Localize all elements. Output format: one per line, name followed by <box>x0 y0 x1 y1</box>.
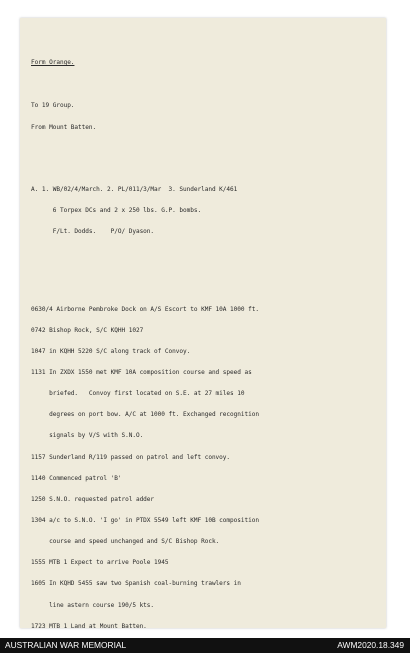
section1-a-line: F/Lt. Dodds. P/O/ Dyason. <box>31 228 155 236</box>
archive-name: AUSTRALIAN WAR MEMORIAL <box>5 640 127 650</box>
document-page <box>20 18 386 628</box>
log-line: 1555 MTB 1 Expect to arrive Poole 1945 <box>31 559 169 567</box>
section1-log-block <box>31 292 379 628</box>
log-line: signals by V/S with S.N.O. <box>31 432 144 440</box>
log-line: briefed. Convoy first located on S.E. at 27 miles 10 <box>31 390 245 398</box>
section1-a-block <box>31 172 379 250</box>
log-line: 0742 Bishop Rock, S/C KQHH 1027 <box>31 326 144 334</box>
log-line: 1047 in KQHH 5220 S/C along track of Convoy. <box>31 347 191 355</box>
log-line: line astern course 190/5 kts. <box>31 601 155 609</box>
log-line: 1157 Sunderland R/119 passed on patrol and left convoy. <box>31 453 231 461</box>
log-line: 1723 MTB 1 Land at Mount Batten. <box>31 622 147 628</box>
typed-report <box>31 38 379 628</box>
log-line: 0630/4 Airborne Pembroke Dock on A/S Escort to KMF 10A 1000 ft. <box>31 305 259 313</box>
log-line: 1131 In ZXDX 1550 met KMF 10A composition course and speed as <box>31 369 252 377</box>
log-line: course and speed unchanged and S/C Bishop Rock. <box>31 538 220 546</box>
log-line: 1140 Commenced patrol 'B' <box>31 474 122 482</box>
section1-a-line: 6 Torpex DCs and 2 x 250 lbs. G.P. bombs. <box>31 207 202 215</box>
section1-a-line: A. 1. WB/02/4/March. 2. PL/011/3/Mar 3. Sunderland K/461 <box>31 185 238 193</box>
section1-from: From Mount Batten. <box>31 123 97 131</box>
archive-footer-bar <box>0 638 410 653</box>
section1-heading: Form Orange. <box>31 59 75 67</box>
archive-reference: AWM2020.18.349 <box>337 640 404 650</box>
log-line: 1605 In KQHD 5455 saw two Spanish coal-burning trawlers in <box>31 580 241 588</box>
log-line: 1250 S.N.O. requested patrol adder <box>31 495 155 503</box>
log-line: 1304 a/c to S.N.O. 'I go' in PTDX 5549 left KMF 10B composition <box>31 517 259 525</box>
log-line: degrees on port bow. A/C at 1000 ft. Exchanged recognition <box>31 411 259 419</box>
section1-to: To 19 Group. <box>31 102 75 110</box>
